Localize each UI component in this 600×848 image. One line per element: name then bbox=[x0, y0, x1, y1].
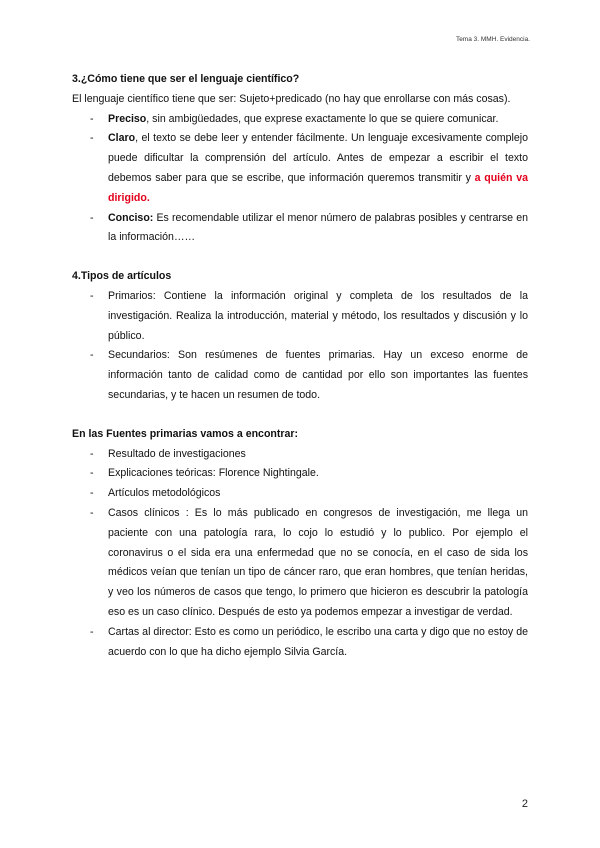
list-item-cartas: - Cartas al director: Esto es como un periódico, le escribo una carta y digo que no estoy de acuerdo con lo que ha dicho ejemplo Silvia García. bbox=[72, 623, 528, 663]
document-body bbox=[72, 70, 528, 662]
section-5-heading: En las Fuentes primarias vamos a encontrar: bbox=[72, 427, 299, 440]
text-preciso: , sin ambigüedades, que exprese exactamente lo que se quiere comunicar. bbox=[146, 112, 499, 125]
list-item-explicaciones: - Explicaciones teóricas: Florence Nightingale. bbox=[72, 464, 528, 484]
list-item-primarios: - Primarios: Contiene la información original y completa de los resultados de la investigación. Realiza la introducción, material y método, los resultados y discusión y lo público. bbox=[72, 287, 528, 346]
term-preciso: Preciso bbox=[108, 112, 147, 125]
section-3-heading: 3.¿Cómo tiene que ser el lenguaje científico? bbox=[72, 73, 300, 85]
list-item-secundarios: - Secundarios: Son resúmenes de fuentes primarias. Hay un exceso enorme de información tanto de calidad como de cantidad por ello son importantes las fuentes secundarias, y te hacen un resumen de todo. bbox=[72, 346, 528, 405]
article-types-list bbox=[72, 287, 528, 406]
list-item-resultados: - Resultado de investigaciones bbox=[72, 445, 528, 465]
list-item-claro bbox=[72, 129, 528, 208]
term-conciso: Conciso: bbox=[108, 211, 154, 224]
section-3-intro: El lenguaje científico tiene que ser: Sujeto+predicado (no hay que enrollarse con más cosas). bbox=[72, 92, 511, 105]
language-qualities-list bbox=[72, 110, 528, 249]
section-4-heading: 4.Tipos de artículos bbox=[72, 270, 172, 283]
page-number: 2 bbox=[521, 798, 528, 810]
term-claro: Claro bbox=[108, 132, 136, 145]
list-item-conciso bbox=[72, 209, 528, 249]
text-conciso: Es recomendable utilizar el menor número de palabras posibles y centrarse en la información…… bbox=[108, 211, 528, 244]
primary-sources-list bbox=[72, 445, 528, 663]
list-item-preciso bbox=[72, 110, 528, 130]
list-item-metodologicos: - Artículos metodológicos bbox=[72, 484, 528, 504]
highlight-audience: a quién va dirigido. bbox=[108, 171, 529, 204]
text-claro: , el texto se debe leer y entender fácilmente. Un lenguaje excesivamente complejo puede dificultar la comprensión del artículo. Antes de empezar a escribir el texto debemos saber para que se escribe, que información queremos transmitir y bbox=[108, 132, 528, 184]
list-item-casos-clinicos: - Casos clínicos : Es lo más publicado en congresos de investigación, me llega un paciente con una patología rara, lo cojo lo estudió y lo publico. Por ejemplo el coronavirus o el sida era una enfermedad que no se conocía, en el caso de sida los médicos veían que tenían un tipo de cáncer raro, que eran hombres, que tenían heridas, y veo los números de casos que tengo, lo primero que hicieron es descubrir la patología eso es un caso clínico. Después de esto ya podemos empezar a investigar de verdad. bbox=[72, 504, 528, 623]
running-header: Tema 3. MMH. Evidencia. bbox=[455, 36, 530, 43]
